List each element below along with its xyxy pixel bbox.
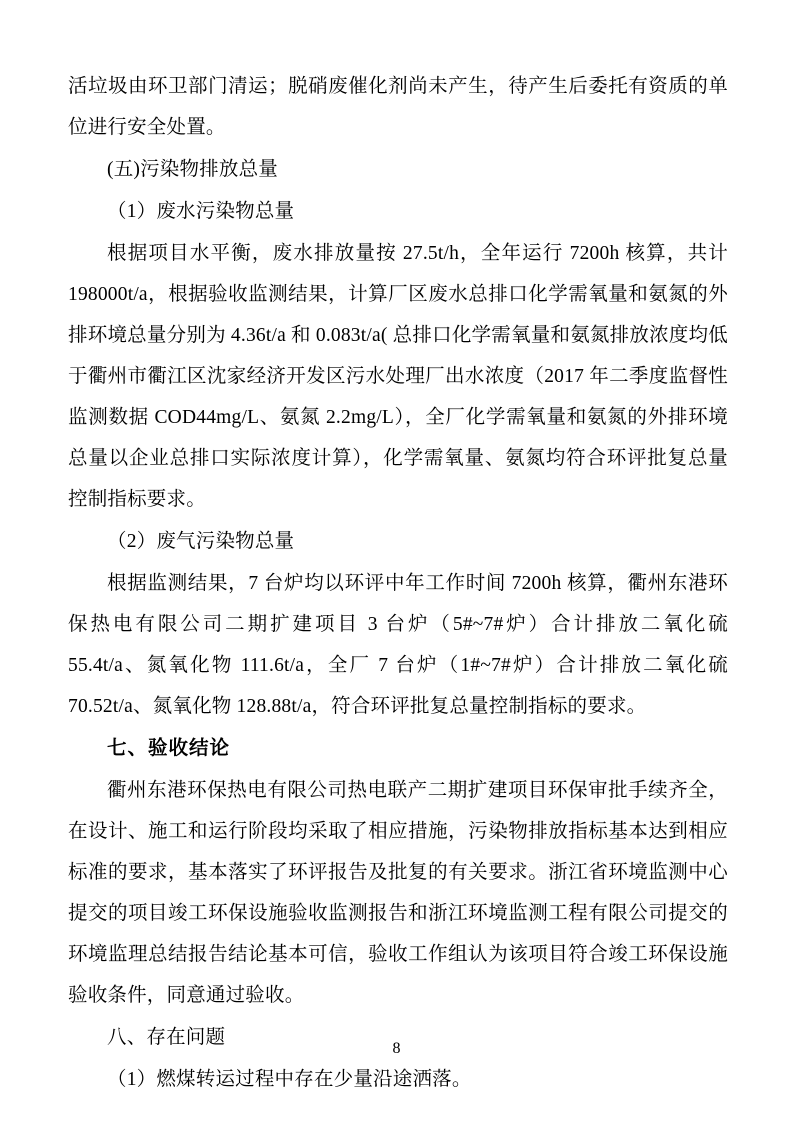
heading-section-eight: 八、存在问题 (107, 1027, 226, 1048)
paragraph-wastewater-body: 根据项目水平衡，废水排放量按 27.5t/h，全年运行 7200h 核算，共计198000t/a，根据验收监测结果，计算厂区废水总排口化学需氧量和氨氮的外排环境总量分别为 4.36t/a 和 0.083t/a( 总排口化学需氧量和氨氮排放浓度均低于衢州市衢江区沈家经济开发区污水处理厂出水浓度（2017 年二季度监督性监测数据 COD44mg/L、氨氮 2.2mg/L），全厂化学需氧量和氨氮的外排环境总量以企业总排口实际浓度计算），化学需氧量、氨氮均符合环评批复总量控制指标要求。 (68, 243, 728, 510)
paragraph-waste-disposal: 活垃圾由环卫部门清运；脱硝废催化剂尚未产生，待产生后委托有资质的单位进行安全处置。 (68, 76, 728, 138)
paragraph-waste-gas-body: 根据监测结果，7 台炉均以环评中年工作时间 7200h 核算，衢州东港环保热电有限公司二期扩建项目 3 台炉（5#~7#炉）合计排放二氧化硫 55.4t/a、氮氧化物 111.6t/a，全厂 7 台炉（1#~7#炉）合计排放二氧化硫 70.52t/a、氮氧化物 128.88t/a，符合环评批复总量控制指标的要求。 (68, 573, 728, 717)
heading-pollutant-total: (五)污染物排放总量 (107, 159, 278, 180)
subhead-waste-gas-total: （2）废气污染物总量 (107, 531, 295, 552)
subhead-wastewater-total: （1）废水污染物总量 (107, 201, 295, 222)
heading-section-seven: 七、验收结论 (107, 738, 231, 759)
paragraph-issue-one: （1）燃煤转运过程中存在少量沿途洒落。 (107, 1069, 472, 1090)
document-body (68, 66, 728, 1101)
page-number: 8 (392, 1040, 401, 1057)
paragraph-conclusion-body: 衢州东港环保热电有限公司热电联产二期扩建项目环保审批手续齐全，在设计、施工和运行阶段均采取了相应措施，污染物排放指标基本达到相应标准的要求，基本落实了环评报告及批复的有关要求。浙江省环境监测中心提交的项目竣工环保设施验收监测报告和浙江环境监测工程有限公司提交的环境监理总结报告结论基本可信，验收工作组认为该项目符合竣工环保设施验收条件，同意通过验收。 (68, 780, 728, 1006)
